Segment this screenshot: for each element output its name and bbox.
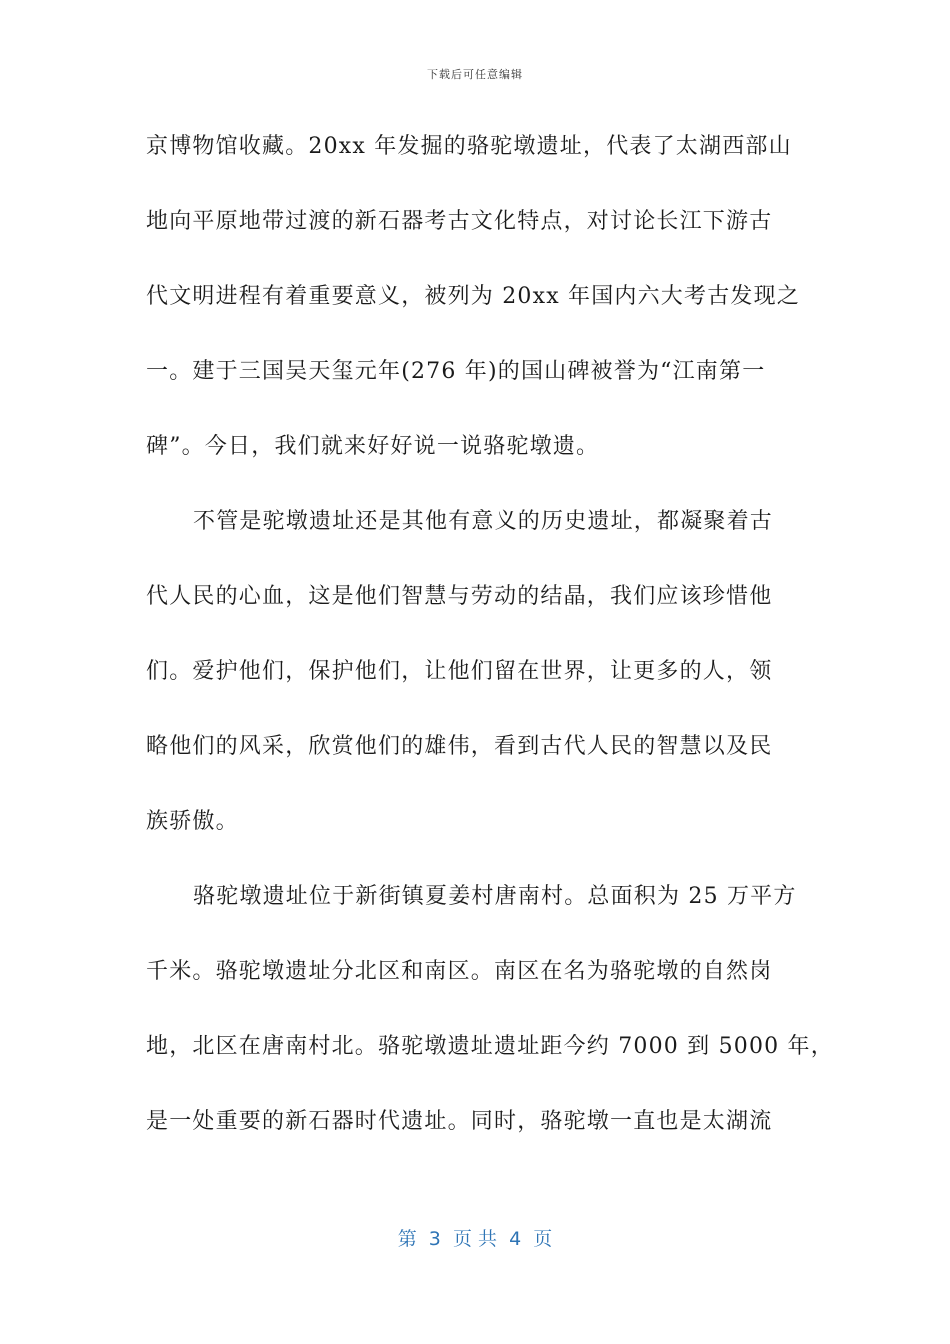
- text-line: 碑”。今日，我们就来好好说一说骆驼墩遗。: [146, 434, 600, 459]
- text-line: 地，北区在唐南村北。骆驼墩遗址遗址距今约 7000 到 5000 年，: [146, 1034, 834, 1059]
- text-line: 们。爱护他们，保护他们，让他们留在世界，让更多的人，领: [146, 659, 773, 684]
- text-line: 族骄傲。: [146, 809, 239, 834]
- document-body: [146, 117, 834, 1167]
- text-line: 代人民的心血，这是他们智慧与劳动的结晶，我们应该珍惜他: [146, 584, 773, 609]
- page-number-footer: 第 3 页 共 4 页: [397, 1228, 553, 1250]
- text-line: 地向平原地带过渡的新石器考古文化特点，对讨论长江下游古: [146, 209, 773, 234]
- text-line: 京博物馆收藏。20xx 年发掘的骆驼墩遗址，代表了太湖西部山: [146, 134, 792, 159]
- paragraph-first-line: 骆驼墩遗址位于新街镇夏姜村唐南村。总面积为 25 万平方: [193, 884, 797, 909]
- text-line: 略他们的风采，欣赏他们的雄伟，看到古代人民的智慧以及民: [146, 734, 773, 759]
- page-header-note: 下载后可任意编辑: [427, 68, 523, 81]
- text-line: 是一处重要的新石器时代遗址。同时，骆驼墩一直也是太湖流: [146, 1109, 773, 1134]
- paragraph-first-line: 不管是驼墩遗址还是其他有意义的历史遗址，都凝聚着古: [193, 509, 774, 534]
- text-line: 千米。骆驼墩遗址分北区和南区。南区在名为骆驼墩的自然岗: [146, 959, 773, 984]
- text-line: 代文明进程有着重要意义，被列为 20xx 年国内六大考古发现之: [146, 284, 800, 309]
- text-line: 一。建于三国吴天玺元年(276 年)的国山碑被誉为“江南第一: [146, 359, 766, 384]
